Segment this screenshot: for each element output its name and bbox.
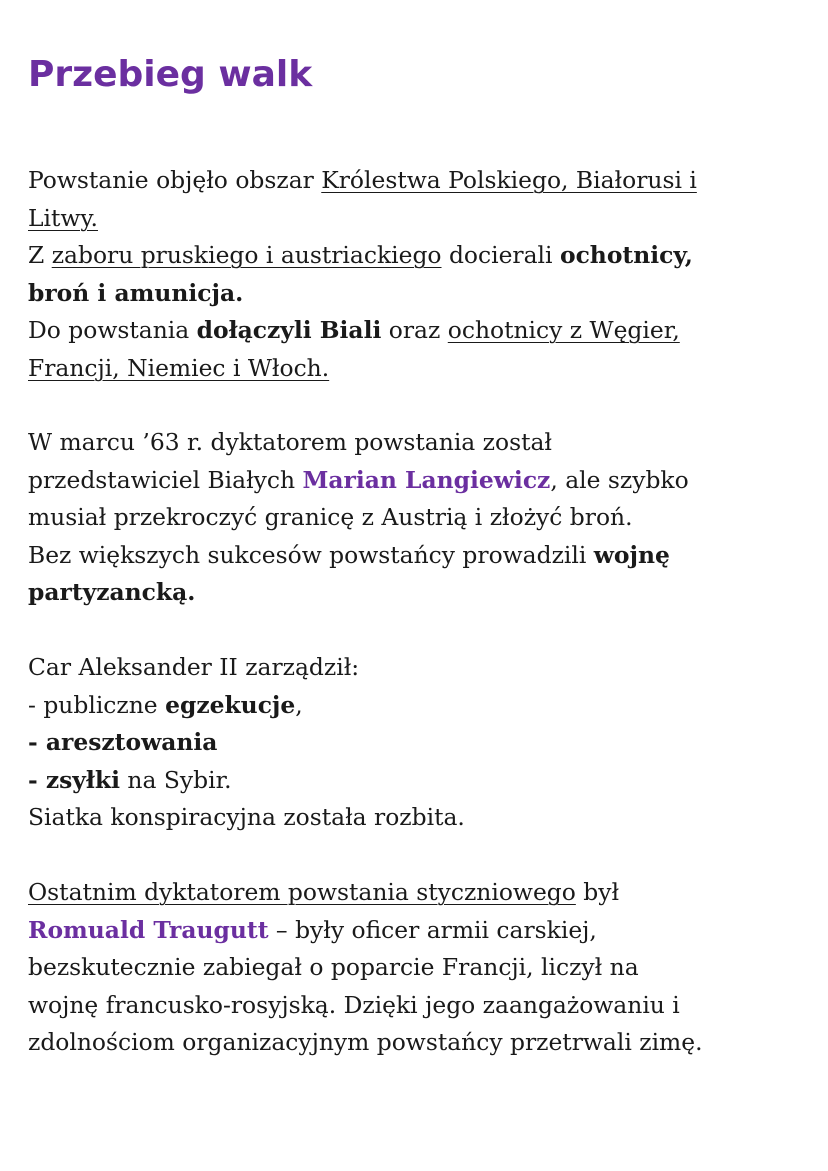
text-line: Siatka konspiracyjna została rozbita. bbox=[28, 803, 465, 831]
text-line: przedstawiciel Białych Marian Langiewicz, ale szybko bbox=[28, 465, 689, 494]
text-line bbox=[28, 350, 808, 388]
text-line: zdolnościom organizacyjnym powstańcy przetrwali zimę. bbox=[28, 1028, 703, 1056]
list-item: - zsyłki na Sybir. bbox=[28, 765, 232, 794]
underlined-phrase: Litwy. bbox=[28, 203, 98, 232]
paragraph-territory bbox=[28, 162, 808, 387]
paragraph-traugutt bbox=[28, 874, 808, 1062]
text-line: W marcu ’63 r. dyktatorem powstania został bbox=[28, 428, 553, 456]
bold-phrase: aresztowania bbox=[45, 728, 218, 756]
bold-phrase: broń i amunicja. bbox=[28, 278, 244, 307]
text-line: Powstanie objęło obszar Królestwa Polskiego, Białorusi i bbox=[28, 166, 697, 194]
text-line: Bez większych sukcesów powstańcy prowadzili wojnę bbox=[28, 540, 670, 569]
text-line bbox=[28, 200, 808, 238]
person-name-langiewicz: Marian Langiewicz bbox=[302, 465, 551, 494]
text-line bbox=[28, 574, 808, 612]
bold-phrase: egzekucje bbox=[165, 690, 296, 719]
text-line: Do powstania dołączyli Biali oraz ochotnicy z Węgier, bbox=[28, 316, 680, 344]
underlined-phrase: Francji, Niemiec i Włoch. bbox=[28, 353, 330, 382]
person-name-traugutt: Romuald Traugutt bbox=[28, 915, 269, 944]
paragraph-repressions bbox=[28, 649, 808, 837]
text-line: musiał przekroczyć granicę z Austrią i złożyć broń. bbox=[28, 503, 633, 531]
underlined-phrase: zaboru pruskiego i austriackiego bbox=[51, 241, 442, 269]
bold-phrase: zsyłki bbox=[45, 765, 120, 794]
text-line: Romuald Traugutt – były oficer armii carskiej, bbox=[28, 915, 597, 944]
paragraph-langiewicz bbox=[28, 424, 808, 612]
text-line: Car Aleksander II zarządził: bbox=[28, 653, 360, 681]
list-item: - aresztowania bbox=[28, 728, 218, 756]
bold-phrase: dołączyli Biali bbox=[196, 316, 382, 344]
underlined-phrase: Królestwa Polskiego, Białorusi i bbox=[321, 166, 697, 194]
text-line bbox=[28, 275, 808, 313]
bold-phrase: partyzancką. bbox=[28, 578, 196, 606]
underlined-phrase: Ostatnim dyktatorem powstania styczniowego bbox=[28, 878, 576, 906]
text-line: Z zaboru pruskiego i austriackiego docierali ochotnicy, bbox=[28, 241, 693, 269]
page-title: Przebieg walk bbox=[28, 54, 313, 95]
bold-phrase: wojnę bbox=[593, 540, 670, 569]
text-line: Ostatnim dyktatorem powstania styczniowego był bbox=[28, 878, 620, 906]
underlined-phrase: ochotnicy z Węgier, bbox=[447, 316, 680, 344]
text-line: bezskutecznie zabiegał o poparcie Francji, liczył na bbox=[28, 953, 639, 981]
bold-phrase: ochotnicy, bbox=[559, 241, 693, 269]
list-item: - publiczne egzekucje, bbox=[28, 690, 303, 719]
text-line: wojnę francusko-rosyjską. Dzięki jego zaangażowaniu i bbox=[28, 990, 680, 1019]
